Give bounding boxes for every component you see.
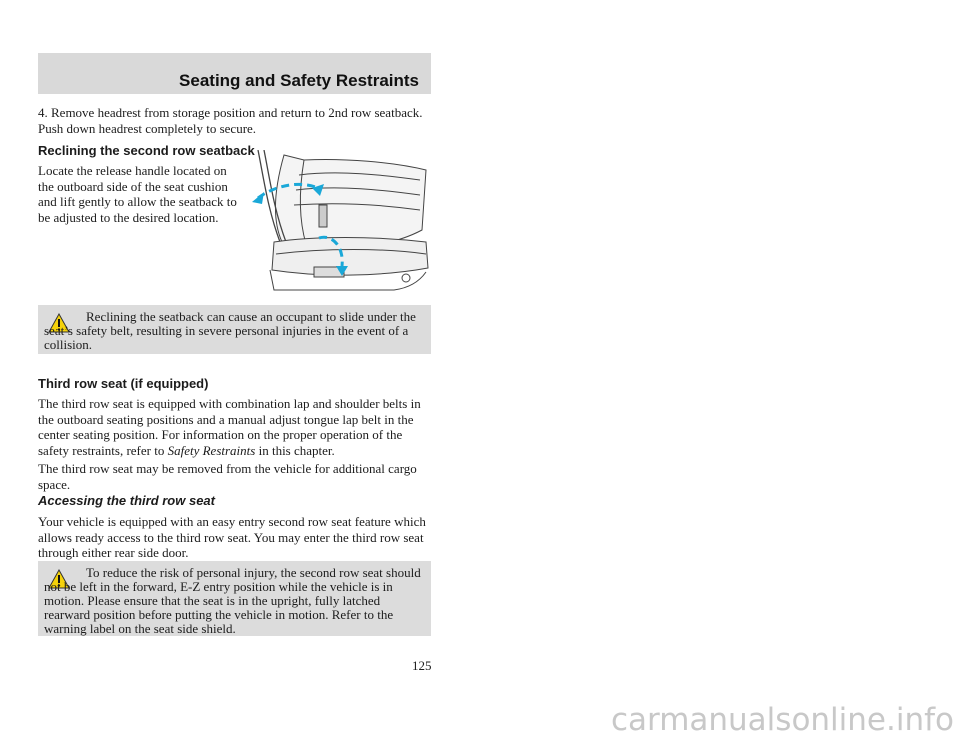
warning-ez-entry-text: To reduce the risk of personal injury, the second row seat should not be left in the forward, E-Z entry position while the vehicle is in motion. Please ensure that the seat is in the upright, fully latched rearward position before putting the vehicle in motion. Refer to the warning label on the seat side shield. bbox=[44, 565, 421, 636]
reclining-heading: Reclining the second row seatback bbox=[38, 143, 255, 158]
page-number: 125 bbox=[412, 658, 432, 673]
warning-box-recline bbox=[38, 305, 431, 354]
section-title: Seating and Safety Restraints bbox=[179, 71, 419, 90]
section-header bbox=[38, 53, 431, 94]
third-row-para-1 bbox=[38, 396, 433, 458]
third-row-para-1-end: in this chapter. bbox=[255, 442, 335, 458]
accessing-heading: Accessing the third row seat bbox=[38, 493, 215, 508]
seat-recline-illustration bbox=[244, 150, 430, 295]
step-4-text: 4. Remove headrest from storage position and return to 2nd row seatback. Push down headrest completely to secure. bbox=[38, 105, 423, 136]
warning-recline-text: Reclining the seatback can cause an occupant to slide under the seat’s safety belt, resulting in severe personal injuries in the event of a collision. bbox=[44, 309, 416, 352]
accessing-body: Your vehicle is equipped with an easy entry second row seat feature which allows ready access to the third row seat. You may enter the third row seat through either rear side door. bbox=[38, 514, 426, 560]
third-row-para-1-text: The third row seat is equipped with combination lap and shoulder belts in the outboard seating positions and a manual adjust tongue lap belt in the center seating position. For information on the proper operation of the safety restraints, refer to bbox=[38, 396, 421, 458]
reclining-body: Locate the release handle located on the outboard side of the seat cushion and lift gently to allow the seatback to be adjusted to the desired location. bbox=[38, 163, 237, 225]
safety-restraints-reference: Safety Restraints bbox=[167, 442, 256, 458]
third-row-para-2: The third row seat may be removed from the vehicle for additional cargo space. bbox=[38, 461, 417, 492]
warning-box-ez-entry bbox=[38, 561, 431, 636]
footer-watermark: carmanualsonline.info bbox=[610, 702, 954, 738]
third-row-heading: Third row seat (if equipped) bbox=[38, 376, 209, 391]
